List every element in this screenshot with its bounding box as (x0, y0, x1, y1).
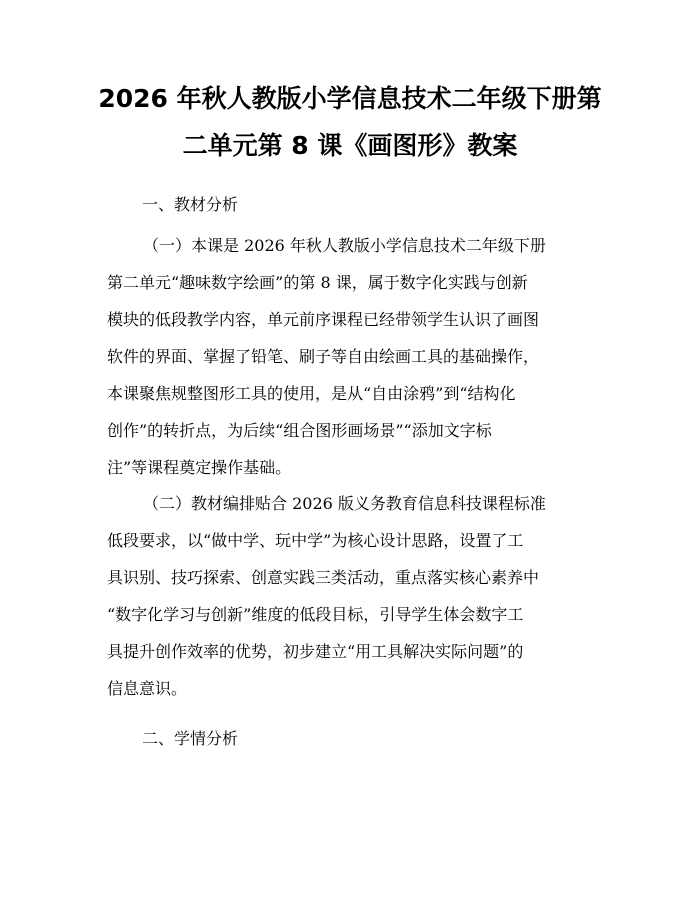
paragraph-line: “数字化学习与创新”维度的低段目标，引导学生体会数字工 (107, 605, 524, 624)
paragraph-line: 软件的界面、掌握了铅笔、刷子等自由绘画工具的基础操作， (107, 347, 540, 366)
paragraph-line: 具识别、技巧探索、创意实践三类活动，重点落实核心素养中 (107, 568, 540, 587)
paragraph-line: 第二单元“趣味数字绘画”的第 8 课，属于数字化实践与创新 (107, 273, 528, 292)
paragraph-line: 创作”的转折点，为后续“组合图形画场景”“添加文字标 (107, 421, 492, 440)
document-title-line-2: 二单元第 8 课《画图形》教案 (182, 131, 518, 160)
paragraph-line: 低段要求，以“做中学、玩中学”为核心设计思路，设置了工 (107, 531, 524, 550)
paragraph-line: 注”等课程奠定操作基础。 (107, 458, 292, 477)
paragraph-line: 模块的低段教学内容，单元前序课程已经带领学生认识了画图 (107, 310, 540, 329)
paragraph-line: 本课聚焦规整图形工具的使用，是从“自由涂鸦”到“结构化 (107, 384, 516, 403)
paragraph-line: （一）本课是 2026 年秋人教版小学信息技术二年级下册 (143, 236, 546, 255)
paragraph-line: 信息意识。 (107, 679, 188, 698)
document-title-line-1: 2026 年秋人教版小学信息技术二年级下册第 (98, 84, 602, 113)
section-heading-textbook-analysis: 一、教材分析 (142, 195, 239, 214)
paragraph-line: 具提升创作效率的优势，初步建立“用工具解决实际问题”的 (107, 642, 524, 661)
section-heading-learner-analysis: 二、学情分析 (142, 729, 239, 748)
paragraph-line: （二）教材编排贴合 2026 版义务教育信息科技课程标准 (143, 494, 546, 513)
